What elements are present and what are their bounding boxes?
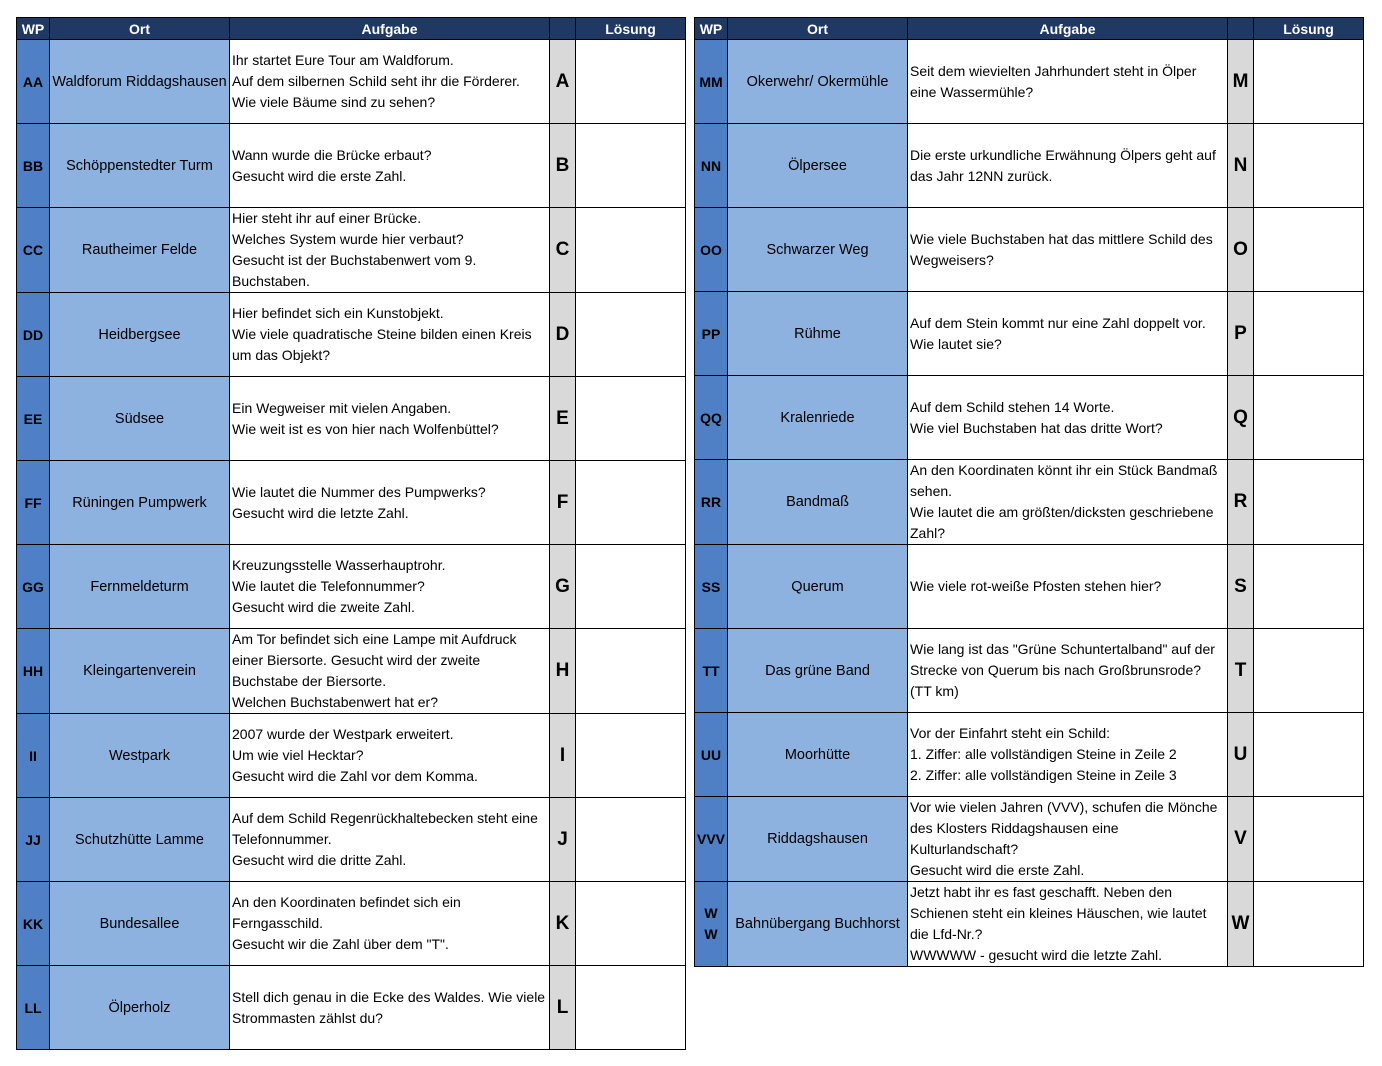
task-text: An den Koordinaten befindet sich ein Ferngasschild. Gesucht wir die Zahl über dem "T". [230, 882, 550, 966]
table-row [695, 545, 1364, 629]
header-letter [550, 18, 576, 40]
header-loesung: Lösung [1254, 18, 1364, 40]
location-name: Okerwehr/ Okermühle [728, 40, 908, 124]
waypoint-code: FF [17, 461, 50, 545]
task-text: Auf dem Schild stehen 14 Worte. Wie viel Buchstaben hat das dritte Wort? [908, 376, 1228, 460]
location-name: Rühme [728, 292, 908, 376]
table-row [17, 882, 686, 966]
waypoint-code: EE [17, 377, 50, 461]
header-aufgabe: Aufgabe [908, 18, 1228, 40]
solution-field[interactable] [1254, 124, 1364, 208]
task-text: Hier befindet sich ein Kunstobjekt. Wie viele quadratische Steine bilden einen Kreis um das Objekt? [230, 293, 550, 377]
solution-field[interactable] [576, 208, 686, 293]
task-text: An den Koordinaten könnt ihr ein Stück Bandmaß sehen. Wie lautet die am größten/dicksten geschriebene Zahl? [908, 460, 1228, 545]
location-name: Waldforum Riddagshausen [50, 40, 230, 124]
waypoint-code: QQ [695, 376, 728, 460]
location-name: Rüningen Pumpwerk [50, 461, 230, 545]
solution-letter: M [1228, 40, 1254, 124]
table-row [695, 713, 1364, 797]
task-text: Vor der Einfahrt steht ein Schild: 1. Ziffer: alle vollständigen Steine in Zeile 2 2. Ziffer: alle vollständigen Steine in Zeile 3 [908, 713, 1228, 797]
waypoint-code: DD [17, 293, 50, 377]
task-text: Wie viele Buchstaben hat das mittlere Schild des Wegweisers? [908, 208, 1228, 292]
header-row [17, 18, 686, 40]
table-row [17, 461, 686, 545]
solution-field[interactable] [1254, 208, 1364, 292]
location-name: Querum [728, 545, 908, 629]
task-text: Die erste urkundliche Erwähnung Ölpers geht auf das Jahr 12NN zurück. [908, 124, 1228, 208]
solution-field[interactable] [1254, 797, 1364, 882]
table-row [17, 545, 686, 629]
header-aufgabe: Aufgabe [230, 18, 550, 40]
solution-field[interactable] [576, 124, 686, 208]
task-text: Ein Wegweiser mit vielen Angaben. Wie weit ist es von hier nach Wolfenbüttel? [230, 377, 550, 461]
solution-letter: C [550, 208, 576, 293]
table-row [695, 629, 1364, 713]
solution-letter: U [1228, 713, 1254, 797]
solution-letter: L [550, 966, 576, 1050]
solution-letter: W [1228, 882, 1254, 967]
table-row [695, 882, 1364, 967]
solution-field[interactable] [1254, 713, 1364, 797]
solution-field[interactable] [1254, 629, 1364, 713]
solution-letter: A [550, 40, 576, 124]
waypoint-code: KK [17, 882, 50, 966]
table-row [17, 40, 686, 124]
solution-letter: K [550, 882, 576, 966]
table-row [695, 797, 1364, 882]
location-name: Bahnübergang Buchhorst [728, 882, 908, 967]
task-text: Seit dem wievielten Jahrhundert steht in Ölper eine Wassermühle? [908, 40, 1228, 124]
solution-letter: D [550, 293, 576, 377]
task-text: Stell dich genau in die Ecke des Waldes. Wie viele Strommasten zählst du? [230, 966, 550, 1050]
solution-letter: F [550, 461, 576, 545]
waypoint-code: JJ [17, 798, 50, 882]
header-wp: WP [17, 18, 50, 40]
task-table-right [694, 17, 1364, 967]
location-name: Riddagshausen [728, 797, 908, 882]
task-text: Jetzt habt ihr es fast geschafft. Neben den Schienen steht ein kleines Häuschen, wie lautet die Lfd-Nr.? WWWWW - gesucht wird die letzte Zahl. [908, 882, 1228, 967]
solution-letter: B [550, 124, 576, 208]
header-loesung: Lösung [576, 18, 686, 40]
task-text: Wie viele rot-weiße Pfosten stehen hier? [908, 545, 1228, 629]
location-name: Kleingartenverein [50, 629, 230, 714]
solution-field[interactable] [576, 40, 686, 124]
solution-letter: H [550, 629, 576, 714]
solution-field[interactable] [576, 966, 686, 1050]
solution-field[interactable] [1254, 376, 1364, 460]
task-table-left [16, 17, 686, 1050]
waypoint-code: AA [17, 40, 50, 124]
table-row [695, 124, 1364, 208]
task-text: Ihr startet Eure Tour am Waldforum. Auf dem silbernen Schild seht ihr die Förderer. Wie viele Bäume sind zu sehen? [230, 40, 550, 124]
solution-field[interactable] [1254, 40, 1364, 124]
solution-field[interactable] [1254, 545, 1364, 629]
location-name: Südsee [50, 377, 230, 461]
solution-letter: P [1228, 292, 1254, 376]
waypoint-code: SS [695, 545, 728, 629]
task-text: Wie lautet die Nummer des Pumpwerks? Gesucht wird die letzte Zahl. [230, 461, 550, 545]
waypoint-code: TT [695, 629, 728, 713]
waypoint-code: HH [17, 629, 50, 714]
solution-letter: E [550, 377, 576, 461]
location-name: Schwarzer Weg [728, 208, 908, 292]
task-text: Wann wurde die Brücke erbaut? Gesucht wird die erste Zahl. [230, 124, 550, 208]
task-text: Auf dem Stein kommt nur eine Zahl doppelt vor. Wie lautet sie? [908, 292, 1228, 376]
header-row [695, 18, 1364, 40]
table-row [695, 40, 1364, 124]
location-name: Moorhütte [728, 713, 908, 797]
waypoint-code: GG [17, 545, 50, 629]
location-name: Bundesallee [50, 882, 230, 966]
solution-letter: G [550, 545, 576, 629]
waypoint-code: W W [695, 882, 728, 967]
table-row [17, 124, 686, 208]
solution-letter: J [550, 798, 576, 882]
solution-letter: O [1228, 208, 1254, 292]
solution-field[interactable] [576, 293, 686, 377]
location-name: Ölperholz [50, 966, 230, 1050]
table-row [17, 293, 686, 377]
task-text: Wie lang ist das "Grüne Schuntertalband" auf der Strecke von Querum bis nach Großbrunsrode? (TT km) [908, 629, 1228, 713]
solution-letter: V [1228, 797, 1254, 882]
header-ort: Ort [50, 18, 230, 40]
task-text: Vor wie vielen Jahren (VVV), schufen die Mönche des Klosters Riddagshausen eine Kulturlandschaft? Gesucht wird die erste Zahl. [908, 797, 1228, 882]
solution-letter: R [1228, 460, 1254, 545]
location-name: Bandmaß [728, 460, 908, 545]
waypoint-code: PP [695, 292, 728, 376]
location-name: Westpark [50, 714, 230, 798]
task-text: Hier steht ihr auf einer Brücke. Welches System wurde hier verbaut? Gesucht ist der Buchstabenwert vom 9. Buchstaben. [230, 208, 550, 293]
header-wp: WP [695, 18, 728, 40]
solution-letter: S [1228, 545, 1254, 629]
solution-field[interactable] [576, 629, 686, 714]
task-text: Kreuzungsstelle Wasserhauptrohr. Wie lautet die Telefonnummer? Gesucht wird die zweite Zahl. [230, 545, 550, 629]
task-text: Auf dem Schild Regenrückhaltebecken steht eine Telefonnummer. Gesucht wird die dritte Zahl. [230, 798, 550, 882]
solution-field[interactable] [576, 377, 686, 461]
solution-field[interactable] [1254, 292, 1364, 376]
location-name: Schutzhütte Lamme [50, 798, 230, 882]
solution-field[interactable] [1254, 882, 1364, 967]
table-row [17, 208, 686, 293]
task-text: 2007 wurde der Westpark erweitert. Um wie viel Hecktar? Gesucht wird die Zahl vor dem Komma. [230, 714, 550, 798]
table-row [695, 460, 1364, 545]
location-name: Ölpersee [728, 124, 908, 208]
waypoint-code: BB [17, 124, 50, 208]
table-row [17, 629, 686, 714]
header-letter [1228, 18, 1254, 40]
location-name: Schöppenstedter Turm [50, 124, 230, 208]
solution-letter: I [550, 714, 576, 798]
table-row [17, 377, 686, 461]
task-text: Am Tor befindet sich eine Lampe mit Aufdruck einer Biersorte. Gesucht wird der zweite Buchstabe der Biersorte. Welchen Buchstabenwert hat er? [230, 629, 550, 714]
waypoint-code: LL [17, 966, 50, 1050]
solution-field[interactable] [576, 798, 686, 882]
solution-field[interactable] [576, 882, 686, 966]
solution-field[interactable] [1254, 460, 1364, 545]
solution-letter: N [1228, 124, 1254, 208]
table-row [695, 292, 1364, 376]
location-name: Das grüne Band [728, 629, 908, 713]
waypoint-code: UU [695, 713, 728, 797]
table-row [17, 966, 686, 1050]
location-name: Fernmeldeturm [50, 545, 230, 629]
header-ort: Ort [728, 18, 908, 40]
waypoint-code: II [17, 714, 50, 798]
table-row [17, 714, 686, 798]
location-name: Rautheimer Felde [50, 208, 230, 293]
waypoint-code: MM [695, 40, 728, 124]
solution-field[interactable] [576, 714, 686, 798]
waypoint-code: NN [695, 124, 728, 208]
solution-letter: Q [1228, 376, 1254, 460]
waypoint-code: CC [17, 208, 50, 293]
solution-letter: T [1228, 629, 1254, 713]
table-row [695, 376, 1364, 460]
waypoint-code: VVV [695, 797, 728, 882]
waypoint-code: RR [695, 460, 728, 545]
location-name: Heidbergsee [50, 293, 230, 377]
solution-field[interactable] [576, 461, 686, 545]
location-name: Kralenriede [728, 376, 908, 460]
solution-field[interactable] [576, 545, 686, 629]
table-row [695, 208, 1364, 292]
table-row [17, 798, 686, 882]
waypoint-code: OO [695, 208, 728, 292]
